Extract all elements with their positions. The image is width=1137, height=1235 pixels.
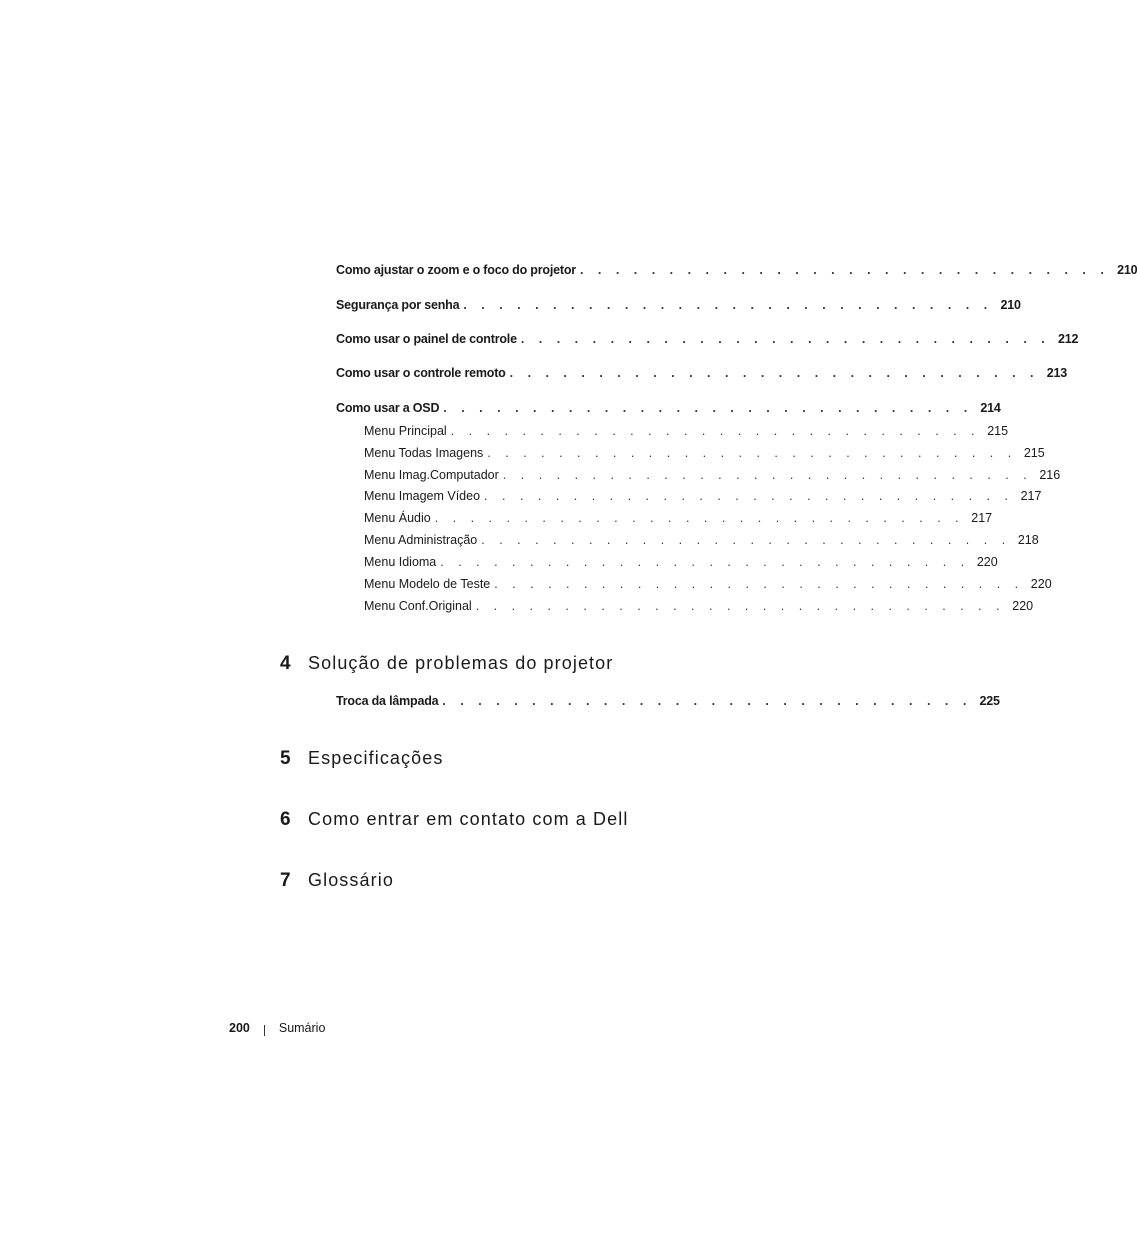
toc-entry-label: Menu Conf.Original bbox=[364, 599, 472, 613]
toc-entry-menu-audio[interactable] bbox=[364, 510, 993, 526]
chapter-heading-6[interactable] bbox=[280, 808, 628, 831]
toc-entry-page: 216 bbox=[1039, 468, 1061, 482]
dot-leader: . . . . . . . . . . . . . . . . . . . . . . . . . . . . . . bbox=[475, 599, 1006, 613]
toc-entry-label: Menu Áudio bbox=[364, 511, 431, 525]
toc-entry-menu-idioma[interactable] bbox=[364, 554, 998, 570]
toc-entry-page: 217 bbox=[971, 511, 993, 525]
toc-entry-page: 220 bbox=[1012, 599, 1034, 613]
dot-leader: . . . . . . . . . . . . . . . . . . . . . . . . . . . . . . bbox=[442, 694, 972, 708]
toc-entry-label: Menu Principal bbox=[364, 424, 447, 438]
dot-leader: . . . . . . . . . . . . . . . . . . . . . . . . . . . . . . bbox=[440, 555, 970, 569]
toc-entry-page: 220 bbox=[976, 555, 998, 569]
toc-entry-menu-todas-imagens[interactable] bbox=[364, 445, 1045, 461]
chapter-number: 6 bbox=[280, 809, 291, 830]
toc-entry-label: Menu Imagem Vídeo bbox=[364, 489, 481, 503]
toc-entry-menu-imag-computador[interactable] bbox=[364, 467, 1061, 483]
toc-entry-controle-remoto[interactable] bbox=[336, 365, 1068, 381]
toc-entry-page: 215 bbox=[1023, 446, 1045, 460]
toc-entry-label: Como usar a OSD bbox=[336, 401, 440, 415]
toc-entry-menu-conf-original[interactable] bbox=[364, 598, 1034, 614]
dot-leader: . . . . . . . . . . . . . . . . . . . . . . . . . . . . . . bbox=[509, 366, 1040, 380]
chapter-title: Solução de problemas do projetor bbox=[308, 653, 614, 673]
toc-entry-label: Menu Administração bbox=[364, 533, 478, 547]
chapter-title: Glossário bbox=[308, 870, 394, 890]
toc-entry-menu-administracao[interactable] bbox=[364, 532, 1039, 548]
toc-entry-page: 214 bbox=[980, 401, 1001, 415]
toc-entry-page: 220 bbox=[1030, 577, 1052, 591]
toc-entry-label: Segurança por senha bbox=[336, 298, 460, 312]
toc-entry-menu-imagem-video[interactable] bbox=[364, 488, 1042, 504]
toc-entry-page: 215 bbox=[987, 424, 1009, 438]
chapter-number: 4 bbox=[280, 653, 291, 674]
toc-entry-label: Menu Todas Imagens bbox=[364, 446, 484, 460]
chapter-number: 5 bbox=[280, 748, 291, 769]
toc-entry-osd[interactable] bbox=[336, 400, 1001, 416]
chapter-number: 7 bbox=[280, 870, 291, 891]
dot-leader: . . . . . . . . . . . . . . . . . . . . . . . . . . . . . . bbox=[520, 332, 1051, 346]
chapter-title: Especificações bbox=[308, 748, 444, 768]
toc-entry-page: 210 bbox=[1117, 263, 1137, 277]
dot-leader: . . . . . . . . . . . . . . . . . . . . . . . . . . . . . . bbox=[463, 298, 993, 312]
toc-entry-page: 210 bbox=[1000, 298, 1021, 312]
chapter-title: Como entrar em contato com a Dell bbox=[308, 809, 629, 829]
toc-entry-label: Como usar o controle remoto bbox=[336, 366, 506, 380]
toc-entry-label: Como ajustar o zoom e o foco do projetor bbox=[336, 263, 576, 277]
footer-section-name: Sumário bbox=[278, 1021, 326, 1035]
toc-entry-label: Menu Modelo de Teste bbox=[364, 577, 491, 591]
dot-leader: . . . . . . . . . . . . . . . . . . . . . . . . . . . . . . bbox=[434, 511, 965, 525]
toc-entry-menu-modelo-teste[interactable] bbox=[364, 576, 1052, 592]
chapter-heading-4[interactable] bbox=[280, 652, 613, 675]
dot-leader: . . . . . . . . . . . . . . . . . . . . . . . . . . . . . . bbox=[487, 446, 1017, 460]
toc-entry-label: Menu Imag.Computador bbox=[364, 468, 499, 482]
toc-entry-page: 213 bbox=[1046, 366, 1068, 380]
toc-entry-troca-lampada[interactable] bbox=[336, 693, 1000, 709]
dot-leader: . . . . . . . . . . . . . . . . . . . . . . . . . . . . . . bbox=[502, 468, 1033, 482]
toc-entry-menu-principal[interactable] bbox=[364, 423, 1009, 439]
toc-entry-zoom-foco[interactable] bbox=[336, 262, 1137, 278]
dot-leader: . . . . . . . . . . . . . . . . . . . . . . . . . . . . . . bbox=[579, 263, 1110, 277]
dot-leader: . . . . . . . . . . . . . . . . . . . . . . . . . . . . . . bbox=[494, 577, 1024, 591]
toc-entry-label: Troca da lâmpada bbox=[336, 694, 439, 708]
chapter-heading-5[interactable] bbox=[280, 747, 443, 770]
footer-page-number: 200 bbox=[229, 1021, 250, 1035]
toc-entry-page: 212 bbox=[1057, 332, 1079, 346]
chapter-heading-7[interactable] bbox=[280, 869, 394, 892]
page-footer bbox=[229, 1020, 325, 1036]
toc-entry-page: 217 bbox=[1020, 489, 1042, 503]
toc-entry-painel-controle[interactable] bbox=[336, 331, 1079, 347]
toc-entry-label: Menu Idioma bbox=[364, 555, 437, 569]
dot-leader: . . . . . . . . . . . . . . . . . . . . . . . . . . . . . . bbox=[481, 533, 1011, 547]
toc-entry-page: 218 bbox=[1017, 533, 1039, 547]
toc-entry-seguranca-senha[interactable] bbox=[336, 297, 1021, 313]
toc-entry-label: Como usar o painel de controle bbox=[336, 332, 517, 346]
dot-leader: . . . . . . . . . . . . . . . . . . . . . . . . . . . . . . bbox=[450, 424, 981, 438]
footer-separator bbox=[264, 1025, 265, 1036]
dot-leader: . . . . . . . . . . . . . . . . . . . . . . . . . . . . . . bbox=[443, 401, 973, 415]
toc-entry-page: 225 bbox=[979, 694, 1000, 708]
dot-leader: . . . . . . . . . . . . . . . . . . . . . . . . . . . . . . bbox=[484, 489, 1014, 503]
